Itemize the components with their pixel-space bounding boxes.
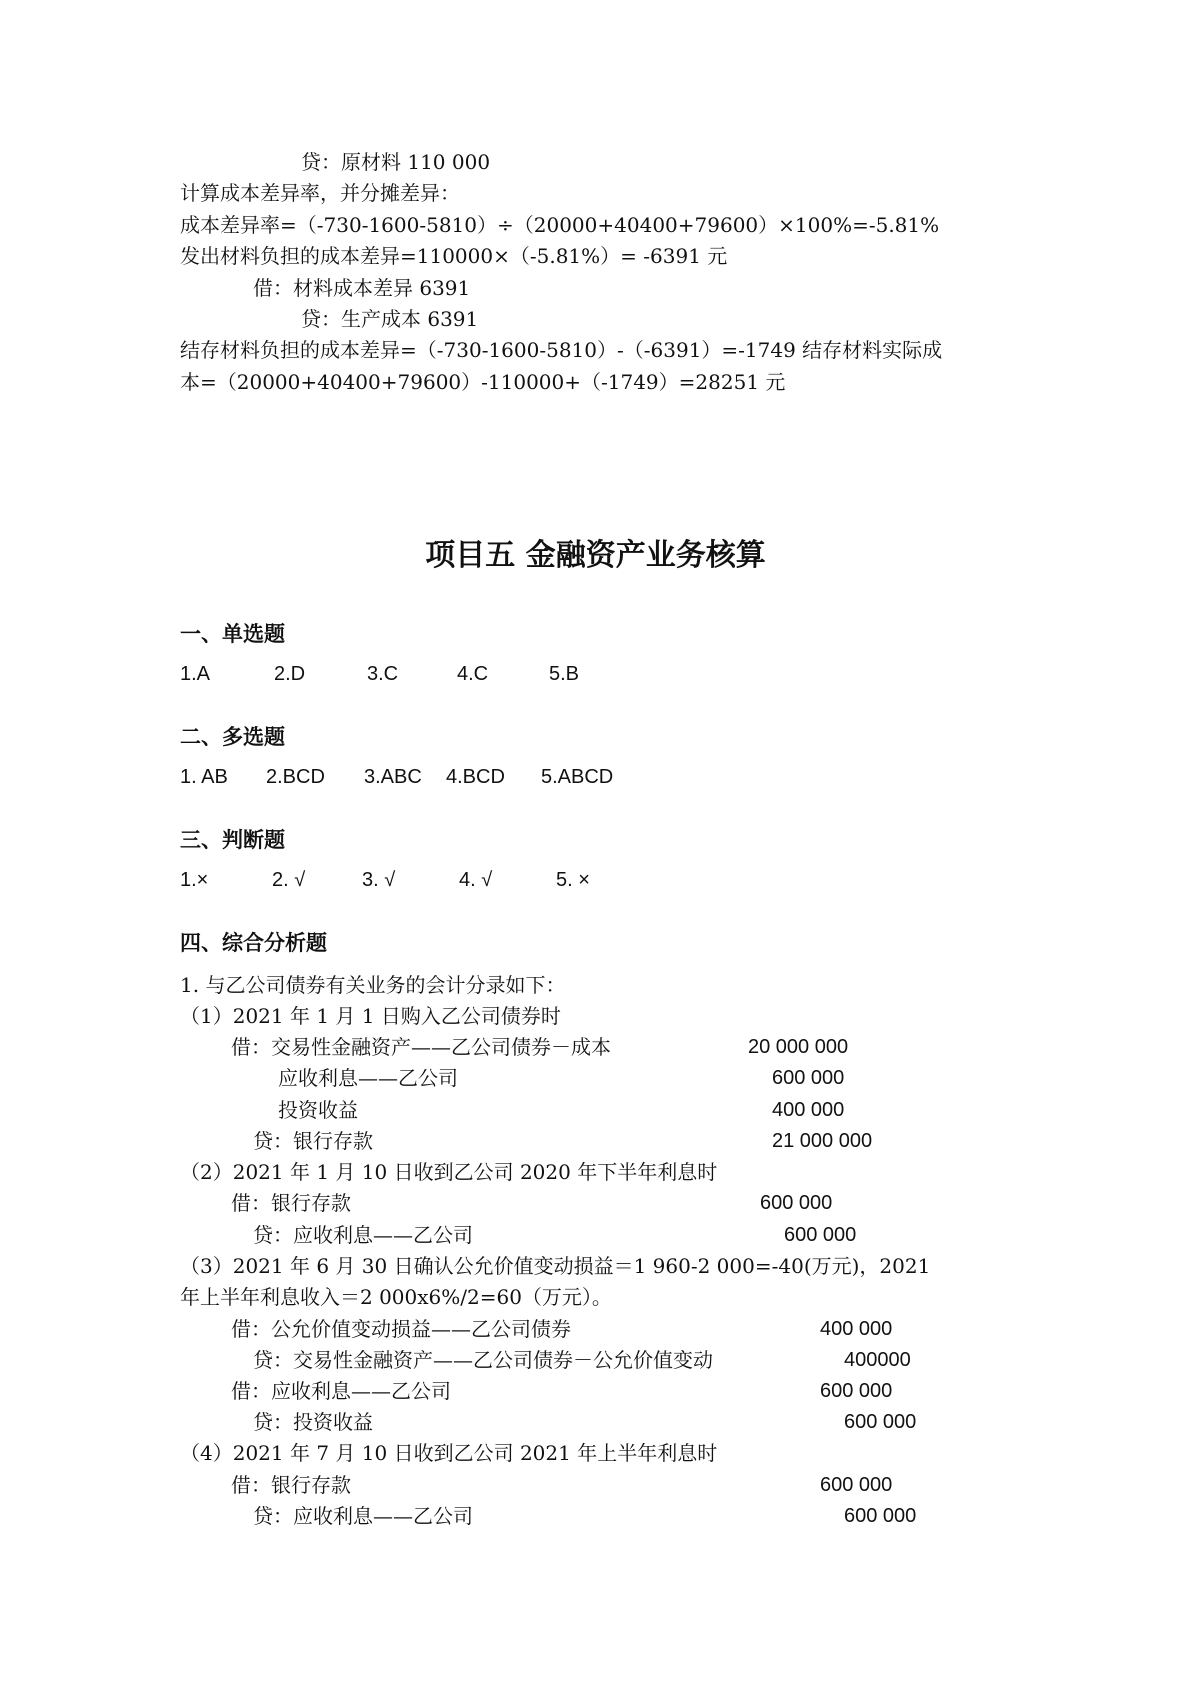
step2-title: （2）2021 年 1 月 10 日收到乙公司 2020 年下半年利息时	[180, 1160, 718, 1184]
issued-variance-line: 发出材料负担的成本差异=110000×（-5.81%）= -6391 元	[180, 244, 728, 268]
true-false-answer: 5. ×	[556, 869, 590, 891]
multi-choice-answer: 5.ABCD	[541, 766, 614, 788]
step3-entry-amount: 400000	[844, 1349, 911, 1371]
debit-variance-line: 借：材料成本差异 6391	[253, 276, 471, 300]
step3-title-line2: 年上半年利息收入＝2 000x6%/2=60（万元）。	[180, 1285, 612, 1309]
calc-instruction-line: 计算成本差异率，并分摊差异：	[180, 181, 460, 205]
multi-choice-heading: 二、多选题	[180, 725, 285, 749]
step1-entry-text: 应收利息——乙公司	[278, 1066, 458, 1090]
analysis-heading: 四、综合分析题	[180, 931, 327, 955]
single-choice-answer: 3.C	[367, 663, 399, 685]
step2-entry-text: 贷：应收利息——乙公司	[253, 1223, 473, 1247]
single-choice-answer: 1.A	[180, 663, 211, 685]
single-choice-heading: 一、单选题	[180, 622, 285, 646]
step3-entry-text: 借：应收利息——乙公司	[231, 1379, 451, 1403]
step3-entry-amount: 600 000	[844, 1411, 917, 1433]
step1-entry-text: 贷：银行存款	[253, 1129, 373, 1153]
true-false-answer: 3. √	[362, 869, 396, 891]
step3-entry-text: 贷：交易性金融资产——乙公司债券－公允价值变动	[253, 1348, 713, 1372]
analysis-intro: 1. 与乙公司债券有关业务的会计分录如下：	[180, 973, 566, 997]
ending-actual-cost-line: 本=（20000+40400+79600）-110000+（-1749）=28251 元	[180, 370, 786, 394]
multi-choice-answer: 2.BCD	[266, 766, 325, 788]
step1-entry-text: 投资收益	[278, 1098, 358, 1122]
ending-variance-line: 结存材料负担的成本差异=（-730-1600-5810）-（-6391）=-1749 结存材料实际成	[180, 338, 943, 362]
true-false-answer: 1.×	[180, 869, 209, 891]
step1-entry-amount: 20 000 000	[748, 1036, 849, 1058]
step1-title: （1）2021 年 1 月 1 日购入乙公司债券时	[180, 1004, 561, 1028]
step4-entry-amount: 600 000	[844, 1505, 917, 1527]
single-choice-answer: 4.C	[457, 663, 489, 685]
step4-entry-text: 贷：应收利息——乙公司	[253, 1504, 473, 1528]
credit-production-cost-line: 贷：生产成本 6391	[301, 307, 479, 331]
true-false-answer: 2. √	[272, 869, 306, 891]
step4-entry-text: 借：银行存款	[231, 1473, 351, 1497]
step3-entry-amount: 400 000	[820, 1318, 893, 1340]
step4-title: （4）2021 年 7 月 10 日收到乙公司 2021 年上半年利息时	[180, 1441, 718, 1465]
true-false-heading: 三、判断题	[180, 828, 285, 852]
step3-entry-text: 借：公允价值变动损益——乙公司债券	[231, 1317, 571, 1341]
multi-choice-answer: 4.BCD	[446, 766, 505, 788]
credit-raw-materials-line: 贷：原材料 110 000	[301, 150, 491, 174]
variance-rate-line: 成本差异率=（-730-1600-5810）÷（20000+40400+79600）×100%=-5.81%	[180, 213, 940, 237]
step1-entry-text: 借：交易性金融资产——乙公司债券－成本	[231, 1035, 611, 1059]
step3-entry-amount: 600 000	[820, 1380, 893, 1402]
step1-entry-amount: 21 000 000	[772, 1130, 873, 1152]
single-choice-answer: 2.D	[274, 663, 306, 685]
section-title: 项目五 金融资产业务核算	[425, 538, 766, 573]
step1-entry-amount: 400 000	[772, 1099, 845, 1121]
step1-entry-amount: 600 000	[772, 1067, 845, 1089]
step4-entry-amount: 600 000	[820, 1474, 893, 1496]
multi-choice-answer: 1. AB	[180, 766, 228, 788]
single-choice-answer: 5.B	[549, 663, 580, 685]
step2-entry-amount: 600 000	[760, 1192, 833, 1214]
step2-entry-amount: 600 000	[784, 1224, 857, 1246]
step3-entry-text: 贷：投资收益	[253, 1410, 373, 1434]
multi-choice-answer: 3.ABC	[364, 766, 422, 788]
true-false-answer: 4. √	[459, 869, 493, 891]
step3-title-line1: （3）2021 年 6 月 30 日确认公允价值变动损益＝1 960-2 000=-40(万元)，2021	[180, 1254, 931, 1278]
step2-entry-text: 借：银行存款	[231, 1191, 351, 1215]
